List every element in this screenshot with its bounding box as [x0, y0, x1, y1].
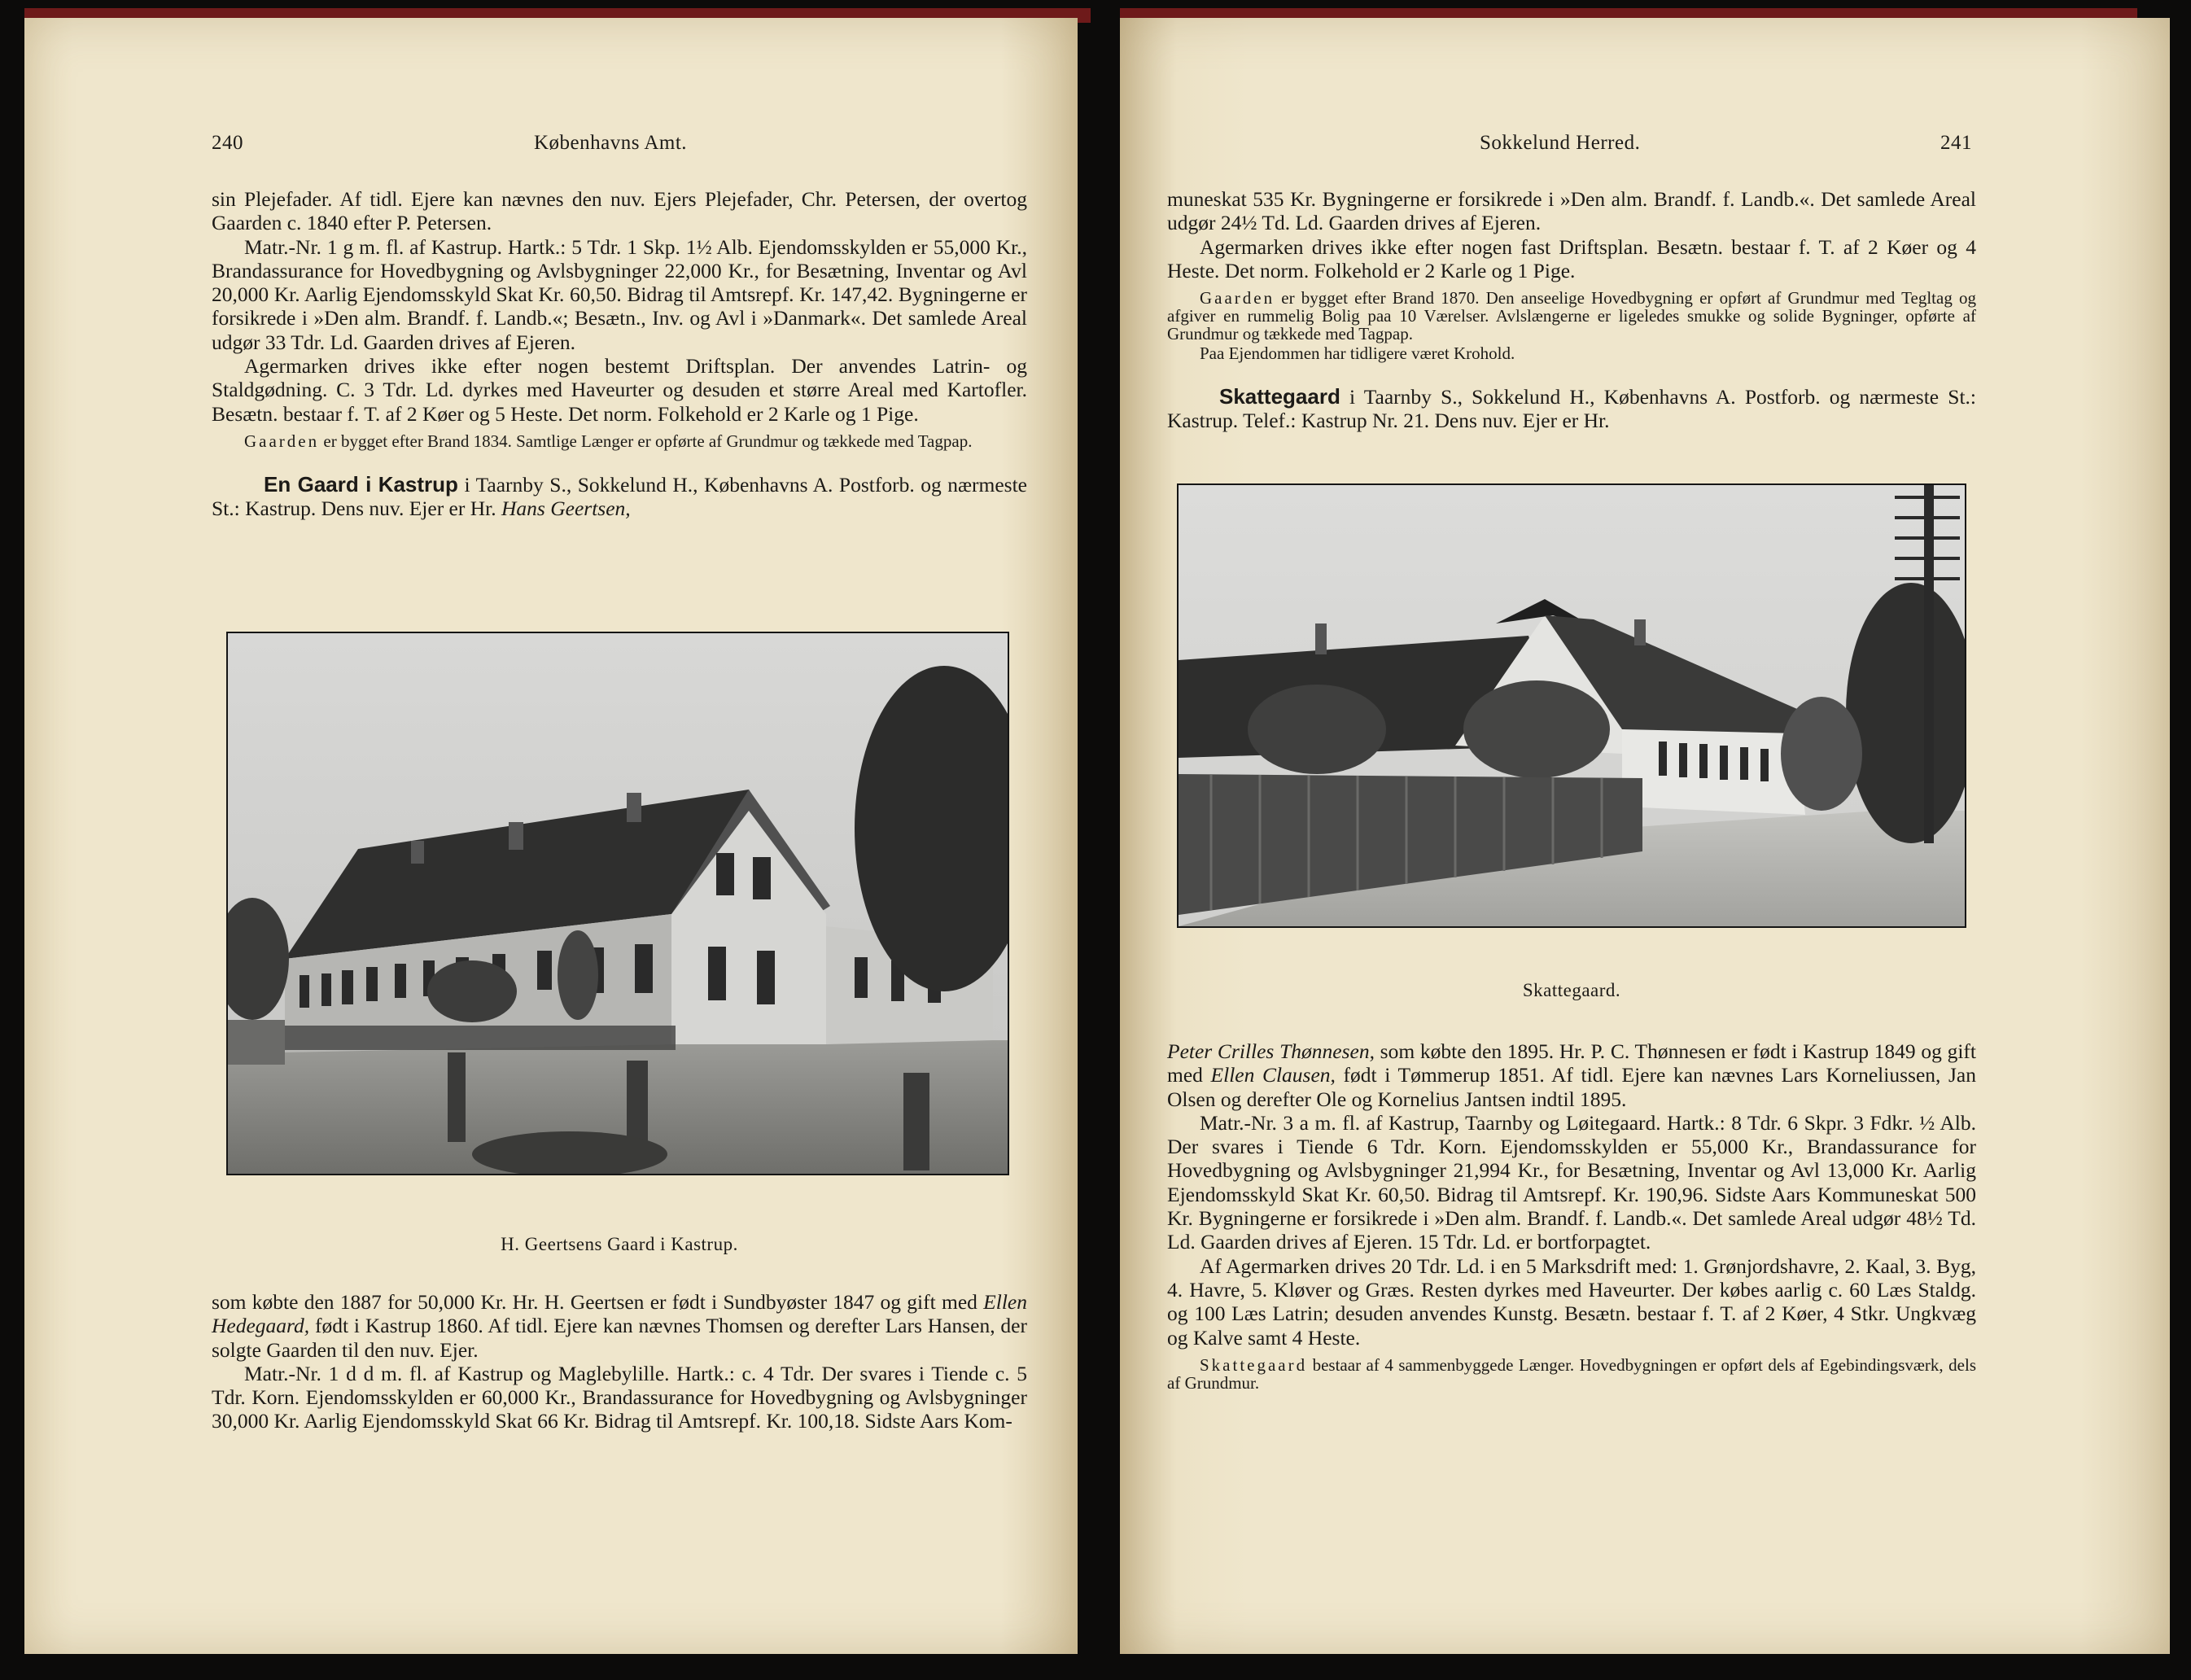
entry-text: i Taarnby S., Sokkelund H., Københavns A. Postforb. og nærmeste St.: Kastrup. Dens nuv. Ejer er Hr.	[212, 472, 1027, 521]
photo-caption-left: H. Geertsens Gaard i Kastrup.	[501, 1234, 738, 1254]
photo-geertsens-gaard	[226, 632, 1009, 1175]
running-head-right: Sokkelund Herred.	[1480, 132, 1641, 154]
small-note	[1167, 289, 1976, 343]
small-note	[1167, 1356, 1976, 1392]
small-note: Paa Ejendommen har tidligere været Krohold.	[1200, 343, 1515, 364]
small-note	[212, 432, 1027, 450]
farmhouse-photo	[228, 633, 1008, 1174]
paragraph	[212, 1290, 1027, 1362]
owner-name: Peter Crilles Thønnesen,	[1167, 1039, 1375, 1063]
right-top-text	[1167, 187, 1976, 433]
left-page	[24, 18, 1078, 1654]
photo-skattegaard	[1177, 483, 1966, 928]
skattegaard-photo	[1179, 485, 1965, 926]
entry-owner: Hans Geertsen,	[501, 497, 631, 521]
entry-title: En Gaard i Kastrup	[264, 471, 458, 497]
paragraph: Matr.-Nr. 1 g m. fl. af Kastrup. Hartk.: 5 Tdr. 1 Skp. 1½ Alb. Ejendomsskylden er 55,000 Kr., Brandassurance for Hovedbygning og Avlsbygninger 22,000 Kr., for Besætning, Inventar og Avl 20,000 Kr. Aarlig Ejendomsskyld Skat Kr. 60,50. Bidrag til Amtsrepf. Kr. 147,42. Bygningerne er forsikrede i »Den alm. Brandf. f. Landb.«; Besætn., Inv. og Avl i »Danmark«. Det samlede Areal udgør 33 Tdr. Ld. Gaarden drives af Ejeren.	[212, 234, 1027, 354]
page-number-left: 240	[212, 132, 243, 154]
entry-heading-paragraph	[212, 473, 1027, 521]
left-top-text	[212, 187, 1027, 521]
paragraph: Agermarken drives ikke efter nogen bestemt Driftsplan. Der anvendes Latrin- og Staldgødning. C. 3 Tdr. Ld. dyrkes med Haveurter og desuden et større Areal med Kartofler. Besætn. bestaar f. T. af 2 Køer og 5 Heste. Det norm. Folkehold er 2 Karle og 1 Pige.	[212, 354, 1027, 426]
small-note-text: er bygget efter Brand 1870. Den anseelige Hovedbygning er opført af Grundmur med Tegltag og afgiver en rummelig Bolig paa 10 Værelser. Avlslængerne er ligeledes smukke og solide Bygninger, opførte af Grundmur og tækkede med Tagpap.	[1167, 288, 1976, 344]
paragraph: Agermarken drives ikke efter nogen fast Driftsplan. Besætn. bestaar f. T. af 2 Køer og 4 Heste. Det norm. Folkehold er 2 Karle og 1 Pige.	[1167, 234, 1976, 282]
small-note-lead: Gaarden	[1200, 288, 1275, 308]
small-note-text: bestaar af 4 sammenbyggede Længer. Hovedbygningen er opført dels af Egebindingsværk, dels af Grundmur.	[1167, 1354, 1976, 1393]
paragraph: Matr.-Nr. 3 a m. fl. af Kastrup, Taarnby og Løitegaard. Hartk.: 8 Tdr. 6 Skpr. 3 Fdkr. ½ Alb. Der svares i Tiende 6 Tdr. Korn. Ejendomsskylden er 55,000 Kr., Brandassurance for Hovedbygning og Avlsbygninger 21,994 Kr., for Besætning, Inventar og Avl 13,000 Kr. Aarlig Ejendomsskyld Skat Kr. 60,50. Bidrag til Amtsrepf. Kr. 190,96. Sidste Aars Kommuneskat 500 Kr. Bygningerne er forsikrede i »Den alm. Brandf. f. Landb.«. Det samlede Areal udgør 48½ Td. Ld. Gaarden drives af Ejeren. 15 Tdr. Ld. er bortforpagtet.	[1167, 1110, 1976, 1254]
running-head-left: Københavns Amt.	[534, 132, 688, 154]
paragraph: Matr.-Nr. 1 d d m. fl. af Kastrup og Maglebylille. Hartk.: c. 4 Tdr. Der svares i Tiende c. 5 Tdr. Korn. Ejendomsskylden er 60,000 Kr., Brandassurance for Hovedbygning og Avlsbygninger 30,000 Kr. Aarlig Ejendomsskyld Skat 66 Kr. Bidrag til Amtsrepf. Kr. 100,18. Sidste Aars Kom-	[212, 1361, 1027, 1433]
left-bottom-text	[212, 1290, 1027, 1433]
right-page	[1120, 18, 2170, 1654]
paragraph-text: født i Kastrup 1860. Af tidl. Ejere kan nævnes Thomsen og derefter Lars Hansen, der solgte Gaarden til den nuv. Ejer.	[212, 1314, 1027, 1362]
paragraph-text: født i Tømmerup 1851. Af tidl. Ejere kan nævnes Lars Korneliussen, Jan Olsen og derefter Ole og Kornelius Jantsen indtil 1895.	[1167, 1063, 1977, 1111]
paragraph: muneskat 535 Kr. Bygningerne er forsikrede i »Den alm. Brandf. f. Landb.«. Det samlede Areal udgør 24½ Td. Ld. Gaarden drives af Ejeren.	[1167, 187, 1976, 235]
paragraph	[1167, 1039, 1976, 1111]
entry-title: Skattegaard	[1219, 384, 1340, 409]
wife-name: Ellen Hedegaard,	[212, 1290, 1027, 1338]
right-bottom-text	[1167, 1039, 1976, 1392]
small-note-lead: Gaarden	[244, 431, 320, 451]
paragraph-text: som købte den 1887 for 50,000 Kr. Hr. H. Geertsen er født i Sundbyøster 1847 og gift med	[212, 1290, 984, 1314]
small-note-text: er bygget efter Brand 1834. Samtlige Længer er opførte af Grundmur og tækkede med Tagpap.	[319, 431, 973, 451]
entry-heading-paragraph	[1167, 385, 1976, 433]
photo-caption-right: Skattegaard.	[1522, 980, 1621, 1000]
entry-text: i Taarnby S., Sokkelund H., Københavns A. Postforb. og nærmeste St.: Kastrup. Telef.: Kastrup Nr. 21. Dens nuv. Ejer er Hr.	[1167, 385, 1976, 433]
small-note-lead: Skattegaard	[1200, 1354, 1308, 1375]
paragraph: sin Plejefader. Af tidl. Ejere kan nævnes den nuv. Ejers Plejefader, Chr. Petersen, der overtog Gaarden c. 1840 efter P. Petersen.	[212, 187, 1027, 235]
wife-name: Ellen Clausen,	[1210, 1063, 1336, 1087]
page-number-right: 241	[1940, 132, 1972, 154]
paragraph-text: som købte den 1895. Hr. P. C. Thønnesen er født i Kastrup 1849 og gift med	[1167, 1039, 1977, 1087]
paragraph: Af Agermarken drives 20 Tdr. Ld. i en 5 Marksdrift med: 1. Grønjordshavre, 2. Kaal, 3. Byg, 4. Havre, 5. Kløver og Græs. Resten dyrkes med Haveurter. Der købes aarlig c. 60 Læs Staldg. og 100 Læs Latrin; desuden anvendes Kunstg. Besætn. bestaar f. T. af 2 Køer, 4 Stkr. Ungkvæg og Kalve samt 4 Heste.	[1167, 1253, 1976, 1350]
